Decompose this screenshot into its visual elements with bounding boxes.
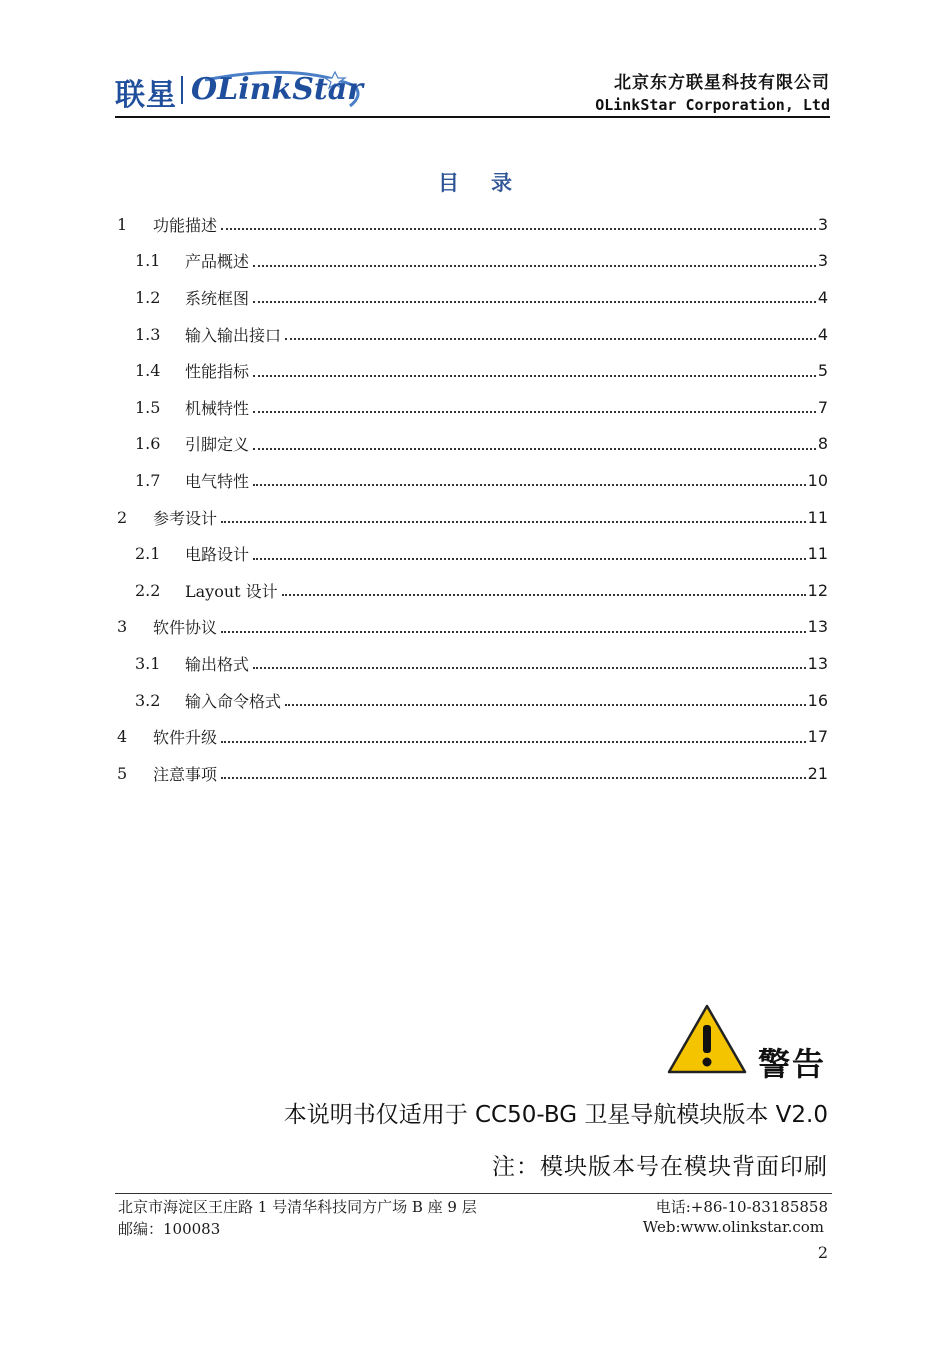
toc-entry-label: 功能描述 bbox=[153, 215, 218, 235]
toc-entry-page: 7 bbox=[817, 397, 828, 417]
toc-entry-number: 1.3 bbox=[135, 324, 161, 344]
footer-zip: 邮编：100083 bbox=[118, 1220, 221, 1238]
toc-entry-number: 1.6 bbox=[135, 434, 161, 454]
toc-entry[interactable] bbox=[117, 682, 828, 719]
toc-entry-label: 电气特性 bbox=[185, 471, 250, 491]
toc-entry-number: 2.1 bbox=[135, 544, 161, 564]
logo-en-text: OLinkStar bbox=[191, 72, 363, 107]
toc-dot-leader bbox=[253, 540, 806, 560]
logo-cn-text: 联星 bbox=[115, 78, 177, 113]
toc-entry[interactable] bbox=[117, 426, 828, 463]
toc-entry[interactable] bbox=[117, 279, 828, 316]
toc-entry-page: 5 bbox=[817, 361, 828, 381]
company-name-cn: 北京东方联星科技有限公司 bbox=[614, 73, 830, 93]
toc-dot-leader bbox=[253, 247, 816, 267]
toc-dot-leader bbox=[253, 283, 816, 303]
toc-dot-leader bbox=[282, 576, 806, 596]
company-name-en: OLinkStar Corporation, Ltd bbox=[595, 96, 830, 114]
toc-entry-page: 11 bbox=[807, 544, 828, 564]
toc-entry[interactable] bbox=[117, 535, 828, 572]
toc-entry-number: 1.5 bbox=[135, 397, 161, 417]
toc-entry[interactable] bbox=[117, 572, 828, 609]
toc-entry-page: 4 bbox=[817, 287, 828, 307]
toc-entry[interactable] bbox=[117, 718, 828, 755]
company-logo bbox=[115, 66, 375, 112]
toc-entry[interactable] bbox=[117, 499, 828, 536]
toc-entry-number: 3.1 bbox=[135, 653, 161, 673]
toc-dot-leader bbox=[253, 649, 806, 669]
toc-entry-page: 21 bbox=[807, 763, 828, 783]
toc-entry-label: 引脚定义 bbox=[185, 435, 250, 455]
toc-entry[interactable] bbox=[117, 462, 828, 499]
toc-dot-leader bbox=[221, 503, 806, 523]
toc-dot-leader bbox=[253, 357, 816, 377]
toc-entry-page: 8 bbox=[817, 434, 828, 454]
toc-entry-page: 3 bbox=[817, 251, 828, 271]
toc-entry-number: 1.4 bbox=[135, 361, 161, 381]
toc-dot-leader bbox=[221, 759, 806, 779]
toc-entry-page: 16 bbox=[807, 690, 828, 710]
footer-rule bbox=[115, 1193, 832, 1194]
toc-entry[interactable] bbox=[117, 206, 828, 243]
toc-entry-number: 1 bbox=[117, 214, 128, 234]
toc-entry-label: 输入输出接口 bbox=[185, 325, 282, 345]
footer-website[interactable]: Web:www.olinkstar.com bbox=[642, 1218, 824, 1236]
toc-entry-page: 13 bbox=[807, 617, 828, 637]
toc-entry-page: 10 bbox=[807, 470, 828, 490]
warning-label: 警告 bbox=[757, 1045, 826, 1083]
logo-divider bbox=[181, 76, 183, 104]
page-number: 2 bbox=[817, 1243, 828, 1262]
toc-entry-number: 2 bbox=[117, 507, 128, 527]
toc-dot-leader bbox=[253, 430, 816, 450]
toc-entry[interactable] bbox=[117, 352, 828, 389]
toc-entry-label: 机械特性 bbox=[185, 398, 250, 418]
toc-entry-label: 软件协议 bbox=[153, 618, 218, 638]
toc-entry[interactable] bbox=[117, 755, 828, 792]
toc-entry-label: 电路设计 bbox=[185, 545, 250, 565]
toc-entry-number: 3 bbox=[117, 617, 128, 637]
toc-entry-page: 11 bbox=[807, 507, 828, 527]
toc-entry-label: 软件升级 bbox=[153, 728, 218, 748]
toc-entry-number: 5 bbox=[117, 763, 128, 783]
toc-entry-label: 输入命令格式 bbox=[185, 691, 282, 711]
toc-title: 目录 bbox=[438, 171, 544, 195]
toc-dot-leader bbox=[253, 393, 816, 413]
toc-entry-label: 性能指标 bbox=[185, 362, 250, 382]
toc-dot-leader bbox=[221, 210, 816, 230]
toc-entry-label: 注意事项 bbox=[153, 764, 218, 784]
toc-entry-label: Layout 设计 bbox=[185, 581, 278, 601]
toc-entry-page: 17 bbox=[807, 727, 828, 747]
toc-entry-label: 系统框图 bbox=[185, 288, 250, 308]
applicability-statement: 本说明书仅适用于 CC50-BG 卫星导航模块版本 V2.0 bbox=[283, 1102, 828, 1128]
toc-entry-number: 1.1 bbox=[135, 251, 161, 271]
footer-phone: 电话:+86-10-83185858 bbox=[655, 1198, 828, 1216]
toc-entry-number: 4 bbox=[117, 727, 128, 747]
warning-block bbox=[666, 1003, 826, 1083]
page-header bbox=[115, 58, 830, 118]
toc-entry-number: 1.2 bbox=[135, 287, 161, 307]
toc-entry-page: 3 bbox=[817, 214, 828, 234]
version-note: 注：模块版本号在模块背面印刷 bbox=[492, 1154, 828, 1180]
table-of-contents bbox=[117, 206, 828, 792]
toc-entry-number: 1.7 bbox=[135, 470, 161, 490]
header-rule bbox=[115, 116, 830, 118]
toc-dot-leader bbox=[253, 466, 806, 486]
toc-entry-label: 产品概述 bbox=[185, 252, 250, 272]
toc-dot-leader bbox=[221, 613, 806, 633]
toc-entry-number: 3.2 bbox=[135, 690, 161, 710]
toc-dot-leader bbox=[285, 686, 806, 706]
toc-entry[interactable] bbox=[117, 389, 828, 426]
footer-address: 北京市海淀区王庄路 1 号清华科技同方广场 B 座 9 层 bbox=[118, 1198, 477, 1216]
toc-entry[interactable] bbox=[117, 609, 828, 646]
toc-entry-page: 12 bbox=[807, 580, 828, 600]
toc-entry-number: 2.2 bbox=[135, 580, 161, 600]
toc-entry-label: 参考设计 bbox=[153, 508, 218, 528]
toc-dot-leader bbox=[285, 320, 816, 340]
toc-entry[interactable] bbox=[117, 316, 828, 353]
company-name bbox=[595, 68, 830, 114]
toc-entry-page: 4 bbox=[817, 324, 828, 344]
toc-entry[interactable] bbox=[117, 645, 828, 682]
toc-entry-page: 13 bbox=[807, 653, 828, 673]
toc-entry-label: 输出格式 bbox=[185, 654, 250, 674]
toc-dot-leader bbox=[221, 723, 806, 743]
toc-entry[interactable] bbox=[117, 243, 828, 280]
warning-triangle-icon bbox=[666, 1003, 748, 1075]
